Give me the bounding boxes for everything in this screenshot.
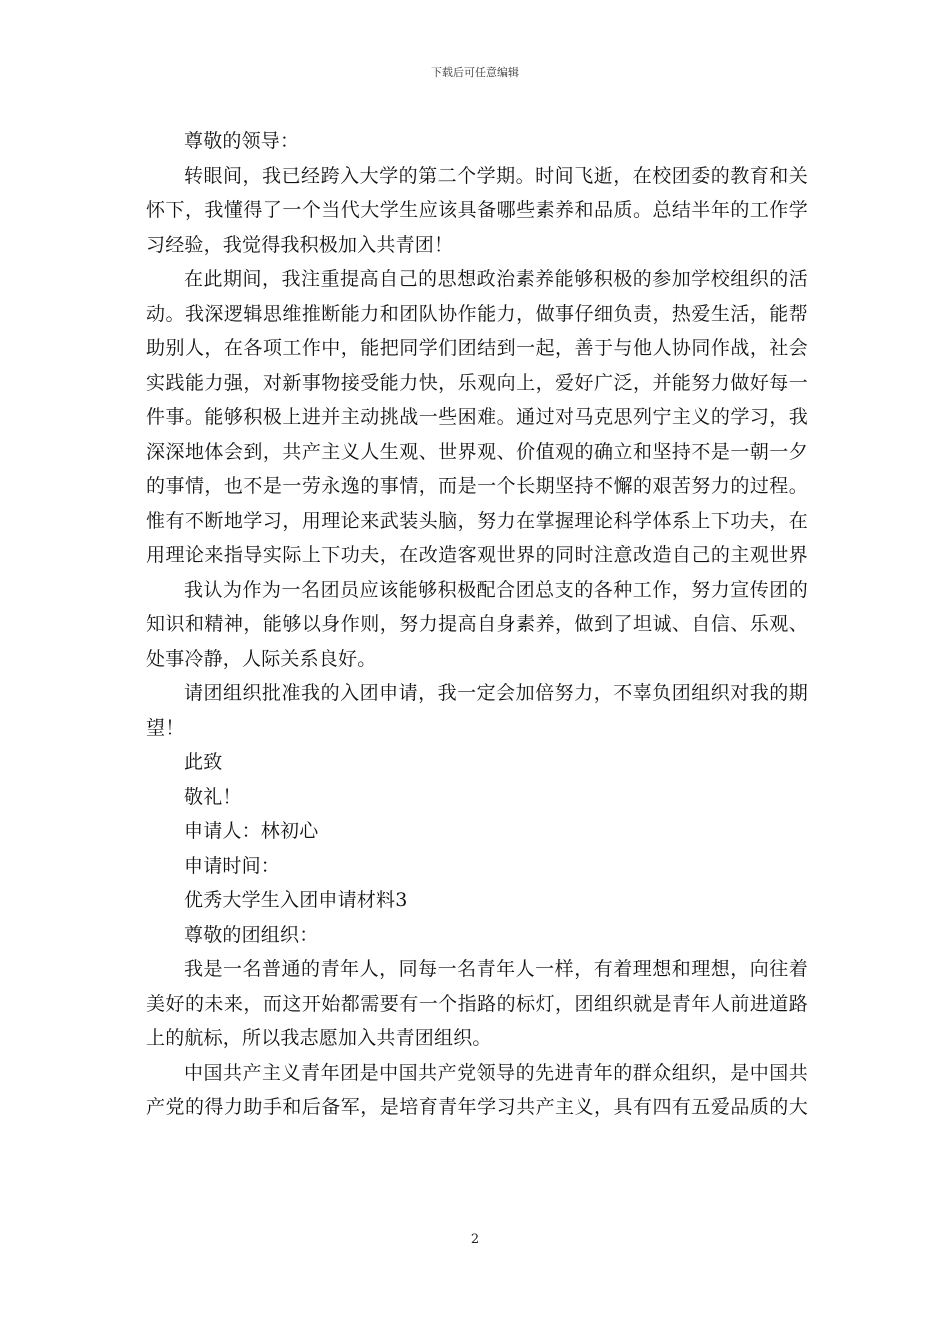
- paragraph-line: 转眼间，我已经跨入大学的第二个学期。时间飞逝，在校团委的教育和关: [184, 164, 808, 187]
- page-header: 下载后可任意编辑: [431, 66, 519, 79]
- closing-salute: 敬礼！: [184, 785, 242, 808]
- section-title: 优秀大学生入团申请材料3: [184, 889, 408, 911]
- document-body: [146, 124, 808, 1125]
- paragraph-line: 产党的得力助手和后备军，是培育青年学习共产主义，具有四有五爱品质的大: [146, 1096, 808, 1118]
- paragraph-line: 习经验，我觉得我积极加入共青团！: [146, 233, 454, 256]
- paragraph-line: 请团组织批准我的入团申请，我一定会加倍努力，不辜负团组织对我的期: [184, 682, 808, 704]
- closing-line: 此致: [184, 751, 223, 773]
- page-number: 2: [470, 1232, 480, 1247]
- paragraph-line: 上的航标，所以我志愿加入共青团组织。: [146, 1027, 492, 1049]
- paragraph-line: 惟有不断地学习，用理论来武装头脑，努力在掌握理论科学体系上下功夫，在: [146, 509, 808, 532]
- paragraph-line: 件事。能够积极上进并主动挑战一些困难。通过对马克思列宁主义的学习，我: [146, 406, 808, 428]
- paragraph-line: 在此期间，我注重提高自己的思想政治素养能够积极的参加学校组织的活: [184, 268, 808, 290]
- paragraph-line: 深深地体会到，共产主义人生观、世界观、价值观的确立和坚持不是一朝一夕: [146, 440, 808, 463]
- paragraph-line: 望！: [146, 716, 185, 739]
- paragraph-line: 处事冷静，人际关系良好。: [146, 647, 377, 670]
- paragraph-line: 美好的未来，而这开始都需要有一个指路的标灯，团组织就是青年人前进道路: [146, 992, 808, 1015]
- paragraph-line: 我是一名普通的青年人，同每一名青年人一样，有着理想和理想，向往着: [184, 958, 808, 980]
- application-date: 申请时间：: [184, 854, 281, 877]
- paragraph-line: 知识和精神，能够以身作则，努力提高自身素养，做到了坦诚、自信、乐观、: [146, 613, 808, 635]
- paragraph-line: 用理论来指导实际上下功夫，在改造客观世界的同时注意改造自己的主观世界: [146, 544, 808, 566]
- paragraph-line: 动。我深逻辑思维推断能力和团队协作能力，做事仔细负责，热爱生活，能帮: [146, 302, 808, 325]
- paragraph-line: 的事情，也不是一劳永逸的事情，而是一个长期坚持不懈的艰苦努力的过程。: [146, 475, 808, 497]
- paragraph-line: 我认为作为一名团员应该能够积极配合团总支的各种工作，努力宣传团的: [184, 578, 808, 601]
- salutation: 尊敬的领导：: [184, 130, 300, 152]
- paragraph-line: 助别人，在各项工作中，能把同学们团结到一起，善于与他人协同作战，社会: [146, 337, 808, 359]
- salutation: 尊敬的团组织：: [184, 923, 319, 946]
- paragraph-line: 中国共产主义青年团是中国共产党领导的先进青年的群众组织，是中国共: [184, 1061, 808, 1084]
- applicant-name: 申请人：林初心: [184, 820, 319, 842]
- paragraph-line: 怀下，我懂得了一个当代大学生应该具备哪些素养和品质。总结半年的工作学: [146, 199, 808, 221]
- paragraph-line: 实践能力强，对新事物接受能力快，乐观向上，爱好广泛，并能努力做好每一: [146, 371, 808, 394]
